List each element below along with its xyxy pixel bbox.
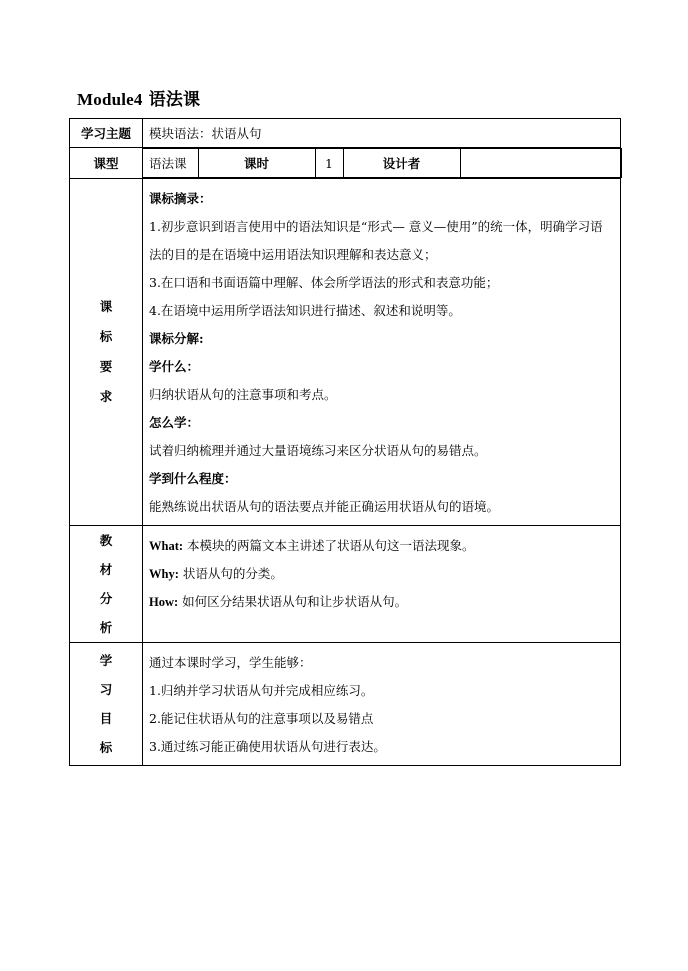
label-char: 析 bbox=[99, 620, 113, 635]
objective-line: 3.通过练习能正确使用状语从句进行表达。 bbox=[149, 739, 386, 754]
requirements-heading: 课标分解: bbox=[149, 331, 204, 346]
designer-label: 设计者 bbox=[343, 149, 460, 178]
objectives-label bbox=[70, 643, 143, 766]
requirements-line: 3.在口语和书面语篇中理解、体会所学语法的形式和表意功能； bbox=[149, 275, 499, 290]
analysis-label bbox=[70, 526, 143, 643]
label-char: 习 bbox=[99, 682, 113, 697]
analysis-content bbox=[143, 526, 621, 643]
requirements-label bbox=[70, 179, 143, 526]
label-char: 目 bbox=[99, 711, 113, 726]
requirements-row bbox=[70, 179, 621, 526]
designer-value bbox=[460, 149, 621, 178]
objective-line: 2.能记住状语从句的注意事项以及易错点 bbox=[149, 711, 374, 726]
requirements-heading: 课标摘录： bbox=[149, 191, 212, 206]
title-english: Module4 bbox=[77, 90, 143, 109]
type-value: 语法课 bbox=[143, 149, 198, 178]
topic-value: 模块语法：状语从句 bbox=[143, 119, 621, 148]
analysis-line bbox=[149, 588, 614, 616]
requirements-label-chars bbox=[70, 292, 142, 412]
type-inner-table bbox=[143, 148, 622, 178]
requirements-heading: 学什么： bbox=[149, 359, 200, 374]
objective-line: 1.归纳并学习状语从句并完成相应练习。 bbox=[149, 683, 374, 698]
topic-row bbox=[70, 119, 621, 148]
analysis-key: What: bbox=[149, 539, 184, 553]
title-chinese: 语法课 bbox=[148, 90, 201, 109]
analysis-text: 本模块的两篇文本主讲述了状语从句这一语法现象。 bbox=[183, 538, 475, 553]
label-char: 求 bbox=[99, 389, 113, 404]
objectives-label-chars bbox=[70, 646, 142, 762]
analysis-line bbox=[149, 532, 614, 560]
requirements-line: 4.在语境中运用所学语法知识进行描述、叙述和说明等。 bbox=[149, 303, 461, 318]
analysis-key: How: bbox=[149, 595, 179, 609]
period-value: 1 bbox=[315, 149, 343, 178]
analysis-text: 状语从句的分类。 bbox=[178, 566, 283, 581]
requirements-line: 归纳状语从句的注意事项和考点。 bbox=[149, 387, 337, 402]
label-char: 标 bbox=[99, 329, 113, 344]
analysis-text: 如何区分结果状语从句和让步状语从句。 bbox=[178, 594, 408, 609]
period-label: 课时 bbox=[198, 149, 315, 178]
requirements-heading: 学到什么程度： bbox=[149, 471, 237, 486]
analysis-line bbox=[149, 560, 614, 588]
type-row bbox=[70, 148, 621, 179]
requirements-line: 1.初步意识到语言使用中的语法知识是“形式— 意义—使用”的统一体，明确学习语法的目的是在语境中运用语法知识理解和表达意义； bbox=[149, 219, 603, 262]
label-char: 材 bbox=[99, 562, 113, 577]
type-label: 课型 bbox=[70, 148, 143, 179]
topic-label: 学习主题 bbox=[70, 119, 143, 148]
objectives-row bbox=[70, 643, 621, 766]
label-char: 教 bbox=[99, 533, 113, 548]
requirements-line: 能熟练说出状语从句的语法要点并能正确运用状语从句的语境。 bbox=[149, 499, 500, 514]
objectives-content bbox=[143, 643, 621, 766]
requirements-heading: 怎么学： bbox=[149, 415, 200, 430]
requirements-line: 试着归纳梳理并通过大量语境练习来区分状语从句的易错点。 bbox=[149, 443, 487, 458]
label-char: 要 bbox=[99, 359, 113, 374]
lesson-plan-table bbox=[69, 118, 621, 766]
label-char: 标 bbox=[99, 740, 113, 755]
document-title bbox=[77, 85, 200, 110]
type-row-cells bbox=[143, 148, 621, 179]
analysis-key: Why: bbox=[149, 567, 179, 581]
requirements-content bbox=[143, 179, 621, 526]
analysis-row bbox=[70, 526, 621, 643]
label-char: 分 bbox=[99, 591, 113, 606]
objective-line: 通过本课时学习，学生能够： bbox=[149, 655, 312, 670]
label-char: 学 bbox=[99, 653, 113, 668]
label-char: 课 bbox=[99, 299, 113, 314]
analysis-label-chars bbox=[70, 526, 142, 642]
